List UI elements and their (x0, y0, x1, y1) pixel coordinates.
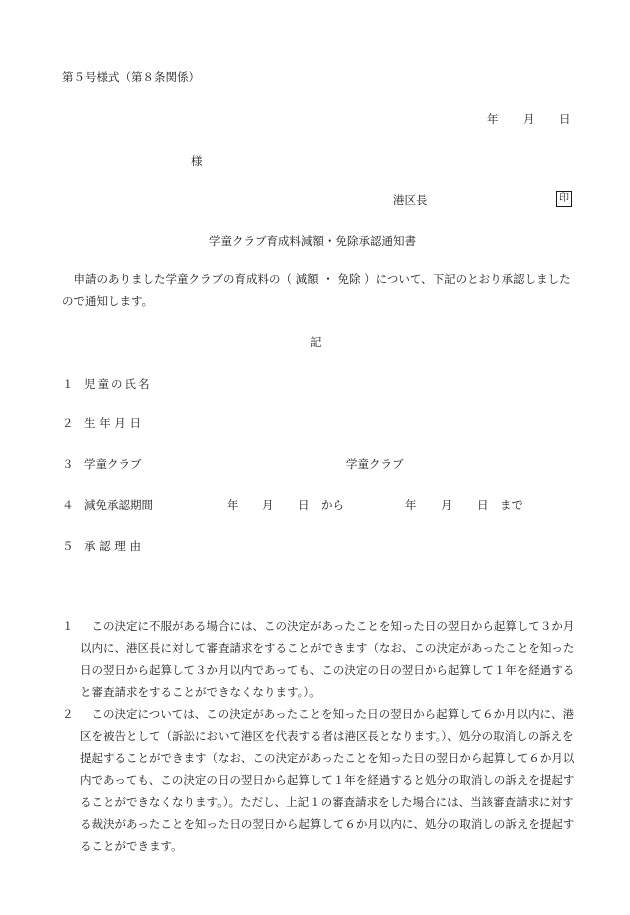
item-club-suffix: 学童クラブ (346, 457, 404, 471)
period-from-day: 日 (298, 498, 310, 512)
date-day: 日 (559, 112, 571, 126)
period-to-year: 年 (405, 498, 417, 512)
ki-heading: 記 (310, 335, 322, 349)
date-month: 月 (523, 112, 535, 126)
issuer: 港区長 (393, 193, 428, 207)
period-from-month: 月 (262, 498, 274, 512)
item-number: １ (62, 377, 74, 391)
item-label-birthdate: 生 年 月 日 (84, 416, 141, 430)
note-text: この決定に不服がある場合には、この決定があったことを知った日の翌日から起算して３か月以内に、港区長に対して審査請求をすることができます（なお、この決定があったことを知った日の翌日から起算して３か月以内であっても、この決定の日の翌日から起算して１年を経過すると審査請求をすることができなくなります。）。 (80, 619, 575, 699)
note-item (62, 615, 578, 703)
note-number: １ (62, 619, 74, 633)
intro-paragraph (62, 268, 578, 312)
item-number: ５ (62, 539, 74, 553)
form-label: 第５号様式（第８条関係） (62, 70, 200, 84)
item-number: ２ (62, 416, 74, 430)
recipient-honorific: 様 (191, 154, 203, 168)
date-year: 年 (487, 112, 499, 126)
period-from-word: から (321, 498, 344, 512)
item-label-child-name: 児童の氏名 (84, 377, 152, 391)
period-to-day: 日 (477, 498, 489, 512)
period-to-month: 月 (441, 498, 453, 512)
document-title: 学童クラブ育成料減額・免除承認通知書 (209, 234, 416, 248)
item-number: ４ (62, 498, 74, 512)
note-item (62, 703, 578, 857)
item-label-period: 減免承認期間 (84, 498, 153, 512)
period-from-year: 年 (227, 498, 239, 512)
item-number: ３ (62, 457, 74, 471)
note-text: この決定については、この決定があったことを知った日の翌日から起算して６か月以内に、港区を被告として（訴訟において港区を代表する者は港区長となります。）、処分の取消しの訴えを提起することができます（なお、この決定があったことを知った日の翌日から起算して６か月以内であっても、この決定の日の翌日から起算して１年を経過すると処分の取消しの訴えを提起することができなくなります。）。ただし、上記１の審査請求をした場合には、当該審査請求に対する裁決があったことを知った日の翌日から起算して６か月以内に、処分の取消しの訴えを提起することができます。 (80, 707, 575, 853)
intro-text: 申請のありました学童クラブの育成料の（ 減額 ・ 免除 ）について、下記のとおり承認しましたので通知します。 (62, 272, 571, 308)
seal-stamp: 印 (556, 191, 572, 207)
item-label-reason: 承 認 理 由 (84, 539, 141, 553)
period-to-word: まで (500, 498, 523, 512)
note-number: ２ (62, 707, 74, 721)
item-label-club: 学童クラブ (84, 457, 142, 471)
appeal-notes (62, 615, 578, 857)
